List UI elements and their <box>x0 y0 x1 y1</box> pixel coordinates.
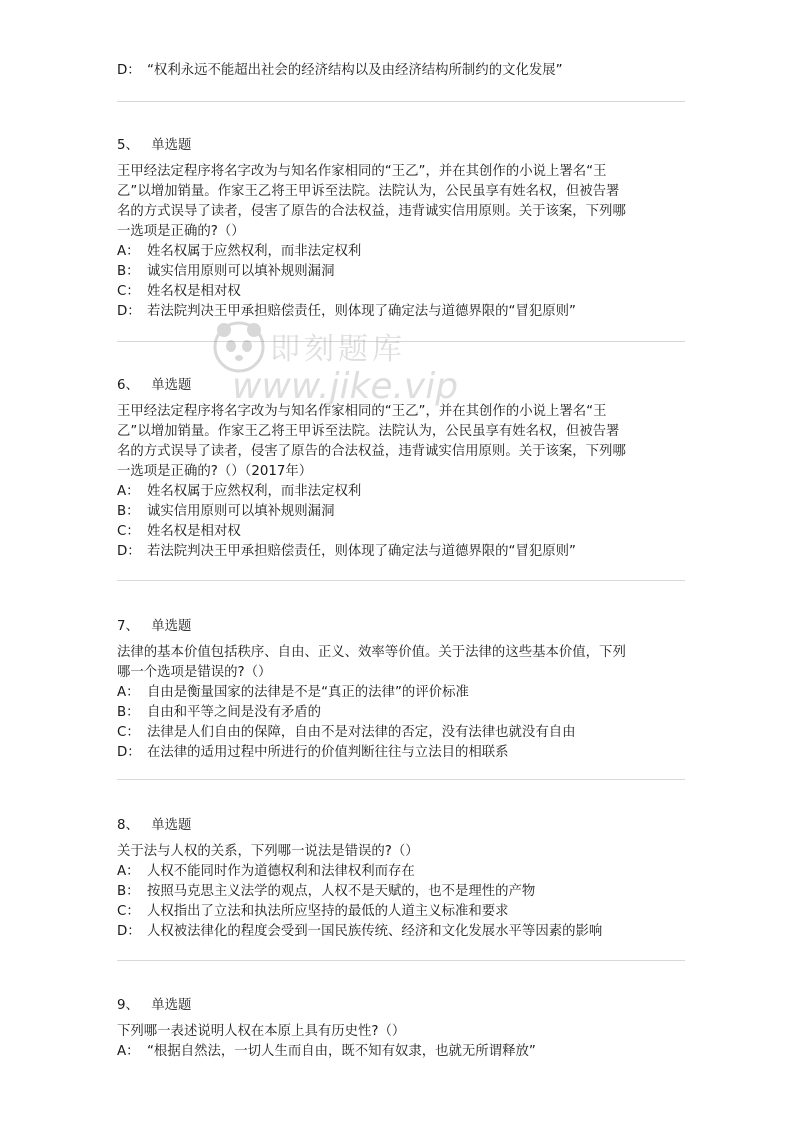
stem-line: 法律的基本价值包括秩序、自由、正义、效率等价值。关于法律的这些基本价值，下列 <box>117 645 626 660</box>
watermark-brand: 即刻题库 <box>270 332 406 367</box>
option-b <box>117 703 687 723</box>
option-b <box>117 262 687 282</box>
question-header <box>117 136 687 156</box>
option-letter: D： <box>117 544 141 559</box>
option-letter: B： <box>117 884 140 899</box>
option-a <box>117 242 687 262</box>
option-text: 诚实信用原则可以填补规则漏洞 <box>147 504 335 519</box>
divider <box>117 580 685 581</box>
question-number: 9、 <box>117 998 139 1013</box>
option-d <box>117 922 687 942</box>
question-type: 单选题 <box>151 138 192 153</box>
option-text: 人权不能同时作为道德权利和法律权利而存在 <box>147 864 415 879</box>
option-d <box>117 542 687 562</box>
question-number: 7、 <box>117 619 139 634</box>
option-text: 姓名权是相对权 <box>147 284 241 299</box>
option-a <box>117 482 687 502</box>
question-7 <box>117 617 687 763</box>
stem-line: 一选项是正确的?（） <box>117 224 245 239</box>
option-letter: A： <box>117 484 140 499</box>
option-letter: C： <box>117 904 140 919</box>
option-text: 法律是人们自由的保障，自由不是对法律的否定，没有法律也就没有自由 <box>147 725 576 740</box>
stem-line: 哪一个选项是错误的?（） <box>117 665 272 680</box>
option-letter: D： <box>117 304 141 319</box>
option-letter: D： <box>117 924 141 939</box>
option-d <box>117 743 687 763</box>
stem-line: 王甲经法定程序将名字改为与知名作家相同的“王乙”，并在其创作的小说上署名“王 <box>117 404 607 419</box>
option-text: 人权被法律化的程度会受到一国民族传统、经济和文化发展水平等因素的影响 <box>147 924 603 939</box>
stem-line: 关于法与人权的关系，下列哪一说法是错误的?（） <box>117 844 419 859</box>
stem-line: 乙”以增加销量。作家王乙将王甲诉至法院。法院认为，公民虽享有姓名权，但被告署 <box>117 184 620 199</box>
option-c <box>117 723 687 743</box>
option-text: 姓名权属于应然权利，而非法定权利 <box>147 244 362 259</box>
stem-line: 王甲经法定程序将名字改为与知名作家相同的“王乙”，并在其创作的小说上署名“王 <box>117 164 607 179</box>
question-stem <box>117 842 687 862</box>
question-4-option-d <box>117 61 687 81</box>
option-text: “权利永远不能超出社会的经济结构以及由经济结构所制约的文化发展” <box>147 63 563 78</box>
question-number: 5、 <box>117 138 139 153</box>
question-6 <box>117 376 687 562</box>
question-stem <box>117 162 687 242</box>
option-letter: B： <box>117 264 140 279</box>
question-header <box>117 376 687 396</box>
question-number: 8、 <box>117 818 139 833</box>
option-text: 诚实信用原则可以填补规则漏洞 <box>147 264 335 279</box>
option-a <box>117 862 687 882</box>
question-type: 单选题 <box>151 998 192 1013</box>
option-b <box>117 502 687 522</box>
stem-line: 一选项是正确的?（）（2017年） <box>117 464 313 479</box>
option-a <box>117 683 687 703</box>
stem-line: 乙”以增加销量。作家王乙将王甲诉至法院。法院认为，公民虽享有姓名权，但被告署 <box>117 424 620 439</box>
question-header <box>117 996 687 1016</box>
question-stem <box>117 402 687 482</box>
divider <box>117 101 685 102</box>
option-text: 人权指出了立法和执法所应坚持的最低的人道主义标准和要求 <box>147 904 509 919</box>
option-text: 姓名权属于应然权利，而非法定权利 <box>147 484 362 499</box>
option-letter: C： <box>117 725 140 740</box>
divider <box>117 341 685 342</box>
question-stem <box>117 1022 687 1042</box>
option-letter: D： <box>117 63 141 78</box>
option-letter: B： <box>117 504 140 519</box>
option-text: 姓名权是相对权 <box>147 524 241 539</box>
question-8 <box>117 816 687 942</box>
option-a <box>117 1042 687 1062</box>
option-letter: D： <box>117 745 141 760</box>
option-c <box>117 522 687 542</box>
option-text: 自由是衡量国家的法律是不是“真正的法律”的评价标准 <box>147 685 469 700</box>
panda-logo-icon <box>210 318 268 376</box>
question-type: 单选题 <box>151 619 192 634</box>
option-d <box>117 302 687 322</box>
stem-line: 名的方式误导了读者，侵害了原告的合法权益，违背诚实信用原则。关于该案，下列哪 <box>117 204 626 219</box>
option-text: 若法院判决王甲承担赔偿责任，则体现了确定法与道德界限的“冒犯原则” <box>147 544 576 559</box>
option-letter: A： <box>117 244 140 259</box>
option-text: 在法律的适用过程中所进行的价值判断往往与立法目的相联系 <box>147 745 509 760</box>
option-letter: A： <box>117 685 140 700</box>
watermark-url: www.jike.vip <box>232 366 459 407</box>
question-type: 单选题 <box>151 818 192 833</box>
question-stem <box>117 643 687 683</box>
divider <box>117 779 685 780</box>
option-letter: C： <box>117 524 140 539</box>
option-letter: C： <box>117 284 140 299</box>
divider <box>117 960 685 961</box>
option-b <box>117 882 687 902</box>
option-text: 自由和平等之间是没有矛盾的 <box>147 705 322 720</box>
option-text: 按照马克思主义法学的观点，人权不是天赋的，也不是理性的产物 <box>147 884 536 899</box>
option-c <box>117 282 687 302</box>
stem-line: 下列哪一表述说明人权在本原上具有历史性?（） <box>117 1024 406 1039</box>
option-letter: A： <box>117 864 140 879</box>
option-text: “根据自然法，一切人生而自由，既不知有奴隶，也就无所谓释放” <box>147 1044 536 1059</box>
stem-line: 名的方式误导了读者，侵害了原告的合法权益，违背诚实信用原则。关于该案，下列哪 <box>117 444 626 459</box>
question-header <box>117 816 687 836</box>
question-5 <box>117 136 687 322</box>
question-type: 单选题 <box>151 378 192 393</box>
option-letter: A： <box>117 1044 140 1059</box>
question-9 <box>117 996 687 1062</box>
option-c <box>117 902 687 922</box>
option-text: 若法院判决王甲承担赔偿责任，则体现了确定法与道德界限的“冒犯原则” <box>147 304 576 319</box>
option-letter: B： <box>117 705 140 720</box>
question-header <box>117 617 687 637</box>
question-number: 6、 <box>117 378 139 393</box>
